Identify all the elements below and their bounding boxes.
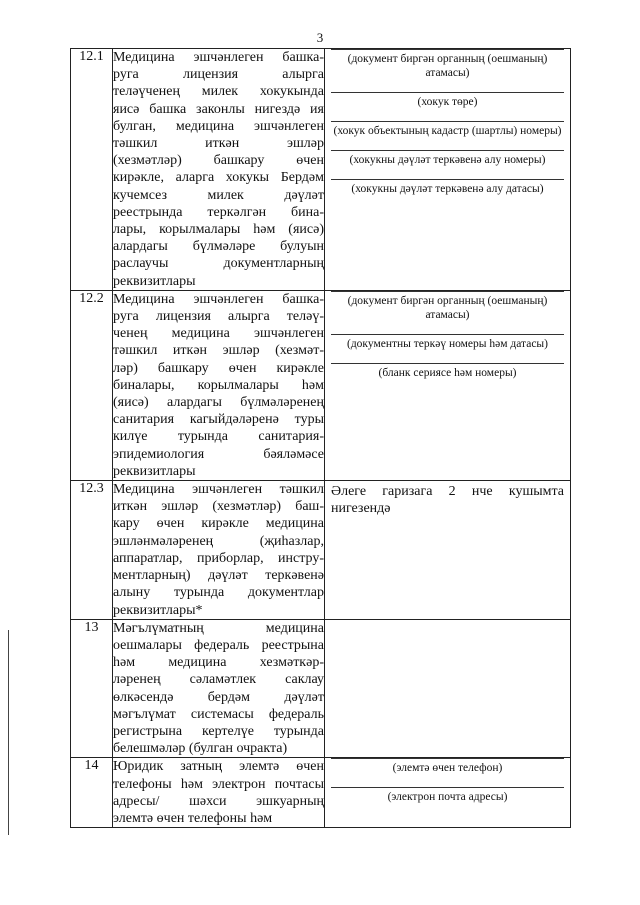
- form-row-12-2: [71, 290, 571, 480]
- value-line: Әлеге гаризага 2 нче кушымта: [331, 484, 564, 500]
- value-line: нигезендә: [331, 501, 391, 517]
- description-line: адресы/ шәхси эшкуарның: [113, 793, 324, 809]
- field-caption: (документны теркәү номеры һәм датасы): [347, 337, 548, 350]
- description-line: кирәкле, аларга хокукы Бердәм: [113, 170, 324, 186]
- field-caption: (элемтә өчен телефон): [392, 762, 503, 775]
- description-line: реквизитлары*: [113, 602, 203, 618]
- description-line: биналары, корылмалары һәм: [113, 377, 324, 393]
- row-description: [113, 758, 325, 828]
- description-line: булган, медицина эшчәнлеген: [113, 118, 324, 134]
- value-fields: [325, 758, 571, 828]
- description-line: белешмәләр (булган очракта): [113, 741, 288, 757]
- description-line: руга лицензия алырга: [113, 67, 324, 83]
- description-line: тәшкил иткән эшләр: [113, 136, 324, 152]
- fill-in-field[interactable]: [325, 121, 570, 138]
- fill-in-field[interactable]: [325, 758, 570, 775]
- description-line: теләүченең милек хокукында: [113, 84, 324, 100]
- row-number: 12.3: [71, 481, 113, 620]
- description-line: лары, корылмалары һәм (яисә): [113, 222, 324, 238]
- fill-in-field[interactable]: [325, 92, 570, 109]
- fill-in-field[interactable]: [325, 334, 570, 351]
- form-row-14: [71, 758, 571, 828]
- page-number: 3: [316, 30, 324, 45]
- description-line: Мәгълүматның медицина: [113, 620, 324, 636]
- field-caption: (документ биргән органның (оешманың) атамасы): [347, 294, 548, 321]
- field-caption: (хокук төре): [417, 96, 478, 108]
- fill-in-field[interactable]: [325, 363, 570, 380]
- description-line: эшләнмәләренең (җиһазлар,: [113, 533, 324, 549]
- description-line: (яисә) алардагы бүлмәләренең: [113, 395, 324, 411]
- fill-in-field[interactable]: [325, 787, 570, 804]
- description-line: Юридик затның элемтә өчен: [113, 759, 324, 775]
- description-line: руга лицензия алырга теләү-: [113, 309, 324, 325]
- description-line: алыну турында документлар: [113, 585, 324, 601]
- description-line: алардагы бүлмәләре булуын: [113, 239, 324, 255]
- description-line: кучемсез милек дәүләт: [113, 187, 324, 203]
- row-description: [113, 49, 325, 291]
- description-line: кару өчен кирәкле медицина: [113, 516, 324, 532]
- description-line: Медицина эшчәнлеген башка-: [113, 50, 324, 65]
- field-caption: (электрон почта адресы): [387, 791, 508, 804]
- value-fields: [325, 49, 571, 291]
- fill-in-line[interactable]: [331, 150, 564, 151]
- field-caption: (бланк сериясе һәм номеры): [378, 366, 517, 379]
- margin-rule: [8, 630, 9, 835]
- fill-in-field[interactable]: [325, 291, 570, 322]
- description-line: ләр) башкару өчен кирәкле: [113, 360, 324, 376]
- form-row-12-3: [71, 481, 571, 620]
- description-line: ментларның) дәүләт теркәвенә: [113, 568, 324, 584]
- description-line: реквизитлары: [113, 273, 196, 289]
- value-empty: [325, 619, 571, 758]
- fill-in-line[interactable]: [331, 758, 564, 759]
- fill-in-line[interactable]: [331, 291, 564, 292]
- description-line: ләренең сәламәтлек саклау: [113, 672, 324, 688]
- row-description: [113, 481, 325, 620]
- fill-in-line[interactable]: [331, 49, 564, 50]
- description-line: Медицина эшчәнлеген тәшкил: [113, 482, 324, 498]
- fill-in-field[interactable]: [325, 150, 570, 167]
- description-line: элемтә өчен телефоны һәм: [113, 810, 273, 826]
- fill-in-line[interactable]: [331, 787, 564, 788]
- fill-in-line[interactable]: [331, 334, 564, 335]
- description-line: санитария кагыйдәләренә туры: [113, 412, 324, 428]
- form-row-12-1: [71, 49, 571, 291]
- description-line: раслаучы документларның: [113, 256, 324, 272]
- description-line: эпидемиология бәяләмәсе: [113, 446, 324, 462]
- description-line: тәшкил иткән эшләр (хезмәт-: [113, 343, 324, 359]
- description-line: һәм медицина хезмәткәр-: [113, 655, 324, 671]
- field-caption: (хокукны дәүләт теркәвенә алу номеры): [349, 154, 546, 166]
- description-line: регистрына кертелүе турында: [113, 723, 324, 739]
- row-description: [113, 290, 325, 480]
- value-fields: [325, 290, 571, 480]
- description-line: (хезмәтләр) башкару өчен: [113, 153, 324, 169]
- application-form-table: [70, 48, 571, 828]
- fill-in-field[interactable]: [325, 49, 570, 80]
- description-line: реестрында теркәлгән бина-: [113, 204, 324, 220]
- fill-in-field[interactable]: [325, 179, 570, 196]
- row-description: [113, 619, 325, 758]
- form-row-13: [71, 619, 571, 758]
- description-line: Медицина эшчәнлеген башка-: [113, 291, 324, 307]
- field-caption: (документ биргән органның (оешманың) атамасы): [347, 53, 548, 79]
- field-caption: (хокук объектының кадастр (шартлы) номеры): [333, 125, 562, 137]
- fill-in-line[interactable]: [331, 121, 564, 122]
- fill-in-line[interactable]: [331, 363, 564, 364]
- description-line: телефоны һәм электрон почтасы: [113, 776, 324, 792]
- description-line: оешмалары федераль реестрына: [113, 637, 324, 653]
- description-line: килүе турында санитария-: [113, 429, 324, 445]
- row-number: 13: [71, 619, 113, 758]
- description-line: өлкәсендә бердәм дәүләт: [113, 689, 324, 705]
- description-line: яисә башка законлы нигездә ия: [113, 101, 324, 117]
- field-caption: (хокукны дәүләт теркәвенә алу датасы): [351, 183, 544, 195]
- row-number: 14: [71, 758, 113, 828]
- description-line: иткән эшләр (хезмәтләр) баш-: [113, 499, 324, 515]
- description-line: реквизитлары: [113, 463, 196, 479]
- description-line: ченең медицина эшчәнлеген: [113, 326, 324, 342]
- fill-in-line[interactable]: [331, 92, 564, 93]
- row-number: 12.1: [71, 49, 113, 291]
- description-line: аппаратлар, приборлар, инстру-: [113, 550, 324, 566]
- row-number: 12.2: [71, 290, 113, 480]
- description-line: мәгълүмат системасы федераль: [113, 706, 324, 722]
- value-text: [325, 481, 571, 620]
- fill-in-line[interactable]: [331, 179, 564, 180]
